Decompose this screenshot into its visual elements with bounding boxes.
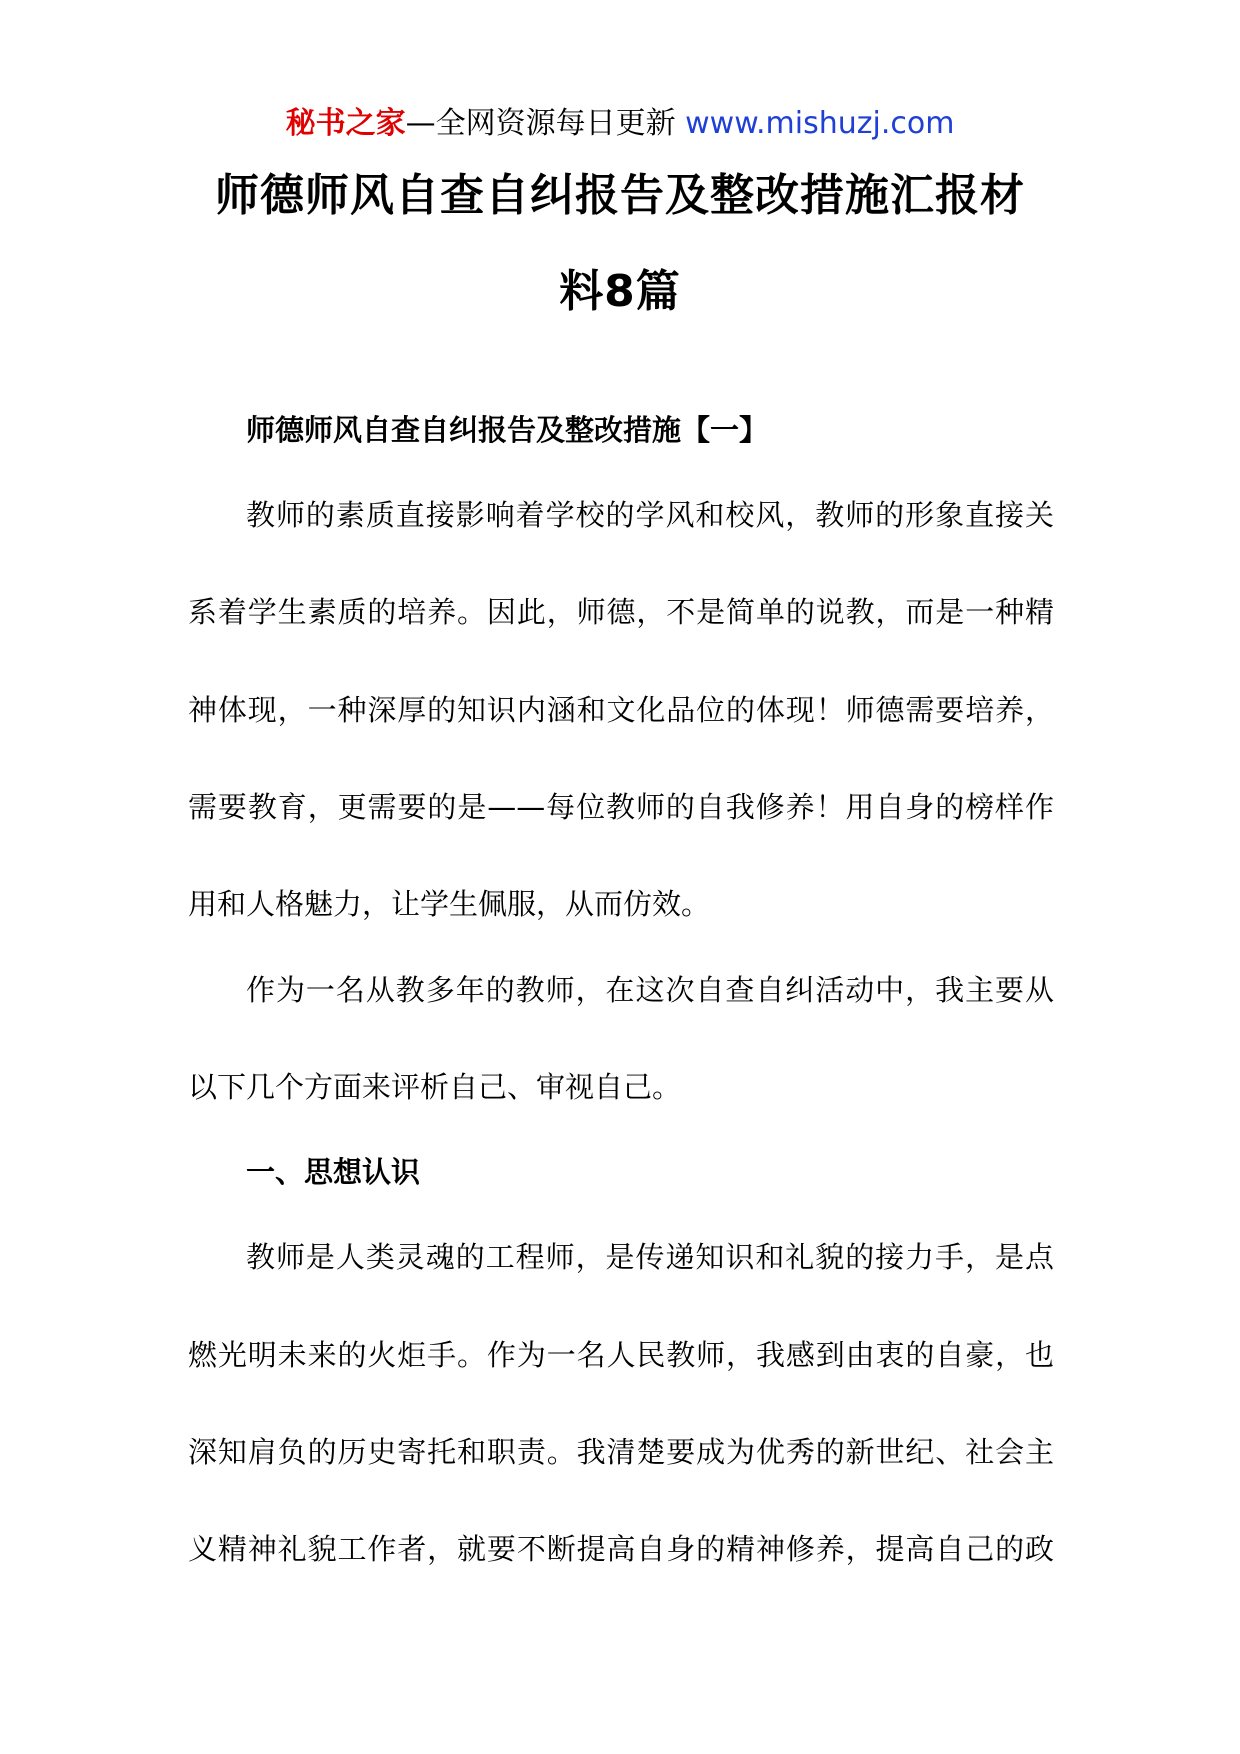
paragraph-3-line-1: 教师是人类灵魂的工程师，是传递知识和礼貌的接力手，是点 xyxy=(246,1240,1054,1274)
paragraph-2-line-2: 以下几个方面来评析自己、审视自己。 xyxy=(188,1070,682,1104)
site-tagline: —全网资源每日更新 xyxy=(405,106,686,141)
paragraph-3-line-2: 燃光明未来的火炬手。作为一名人民教师，我感到由衷的自豪，也 xyxy=(188,1338,1054,1372)
paragraph-1-line-3: 神体现，一种深厚的知识内涵和文化品位的体现！师德需要培养， xyxy=(188,693,1054,727)
site-brand: 秘书之家 xyxy=(285,106,406,141)
paragraph-1-line-1: 教师的素质直接影响着学校的学风和校风，教师的形象直接关 xyxy=(246,498,1054,532)
paragraph-1-line-2: 系着学生素质的培养。因此，师德，不是简单的说教，而是一种精 xyxy=(188,595,1054,629)
site-url-link[interactable]: www.mishuzj.com xyxy=(685,106,955,141)
paragraph-2-line-1: 作为一名从教多年的教师，在这次自查自纠活动中，我主要从 xyxy=(246,973,1054,1007)
site-header xyxy=(0,102,1240,146)
sub-heading-ideology: 一、思想认识 xyxy=(246,1155,421,1189)
document-title-line-2: 料8篇 xyxy=(559,266,681,317)
paragraph-1-line-5: 用和人格魅力，让学生佩服，从而仿效。 xyxy=(188,887,711,921)
section-heading: 师德师风自查自纠报告及整改措施【一】 xyxy=(246,413,769,447)
paragraph-3-line-4: 义精神礼貌工作者，就要不断提高自身的精神修养，提高自己的政 xyxy=(188,1532,1054,1566)
paragraph-3-line-3: 深知肩负的历史寄托和职责。我清楚要成为优秀的新世纪、社会主 xyxy=(188,1435,1054,1469)
document-title-line-1: 师德师风自查自纠报告及整改措施汇报材 xyxy=(215,170,1025,221)
paragraph-1-line-4: 需要教育，更需要的是——每位教师的自我修养！用自身的榜样作 xyxy=(188,790,1054,824)
